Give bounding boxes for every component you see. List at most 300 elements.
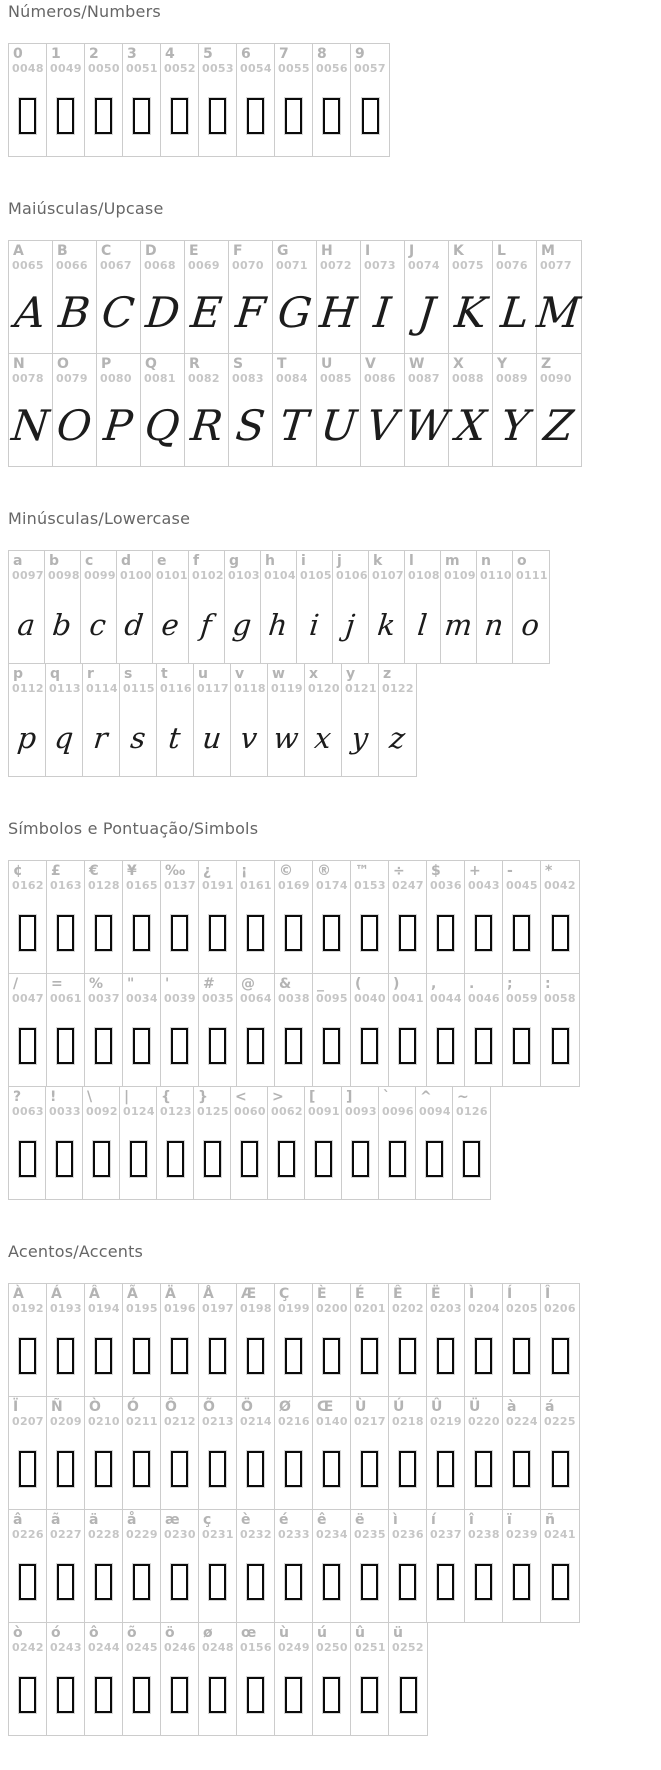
glyph-char-label: ä xyxy=(89,1512,99,1528)
glyph-preview-area xyxy=(81,582,116,663)
glyph-char-label: ô xyxy=(89,1625,99,1641)
glyph-char-label: $ xyxy=(431,863,441,879)
glyph-preview: Z xyxy=(541,400,577,450)
glyph-code-label: 0054 xyxy=(240,62,272,75)
glyph-preview-area xyxy=(46,1118,82,1199)
glyph-cell xyxy=(305,664,342,776)
missing-glyph-box-icon xyxy=(133,915,150,951)
glyph-cell xyxy=(493,354,537,466)
missing-glyph-box-icon xyxy=(285,1564,302,1600)
glyph-preview-area xyxy=(9,1315,46,1396)
missing-glyph-box-icon xyxy=(463,1141,480,1177)
glyph-preview-area xyxy=(237,1315,274,1396)
glyph-preview-area xyxy=(268,695,304,776)
glyph-preview-area xyxy=(123,1005,160,1086)
glyph-cell xyxy=(9,1397,47,1509)
glyph-cell xyxy=(46,664,83,776)
glyph-cell xyxy=(389,861,427,973)
glyph-preview-area xyxy=(85,1654,122,1735)
glyph-preview-area xyxy=(123,1541,160,1622)
missing-glyph-box-icon xyxy=(513,1564,530,1600)
glyph-preview-area xyxy=(389,1654,427,1735)
glyph-char-label: < xyxy=(235,1089,247,1105)
glyph-cell xyxy=(342,664,379,776)
glyph-code-label: 0085 xyxy=(320,372,352,385)
glyph-cell xyxy=(313,974,351,1086)
glyph-cell xyxy=(361,354,405,466)
glyph-code-label: 0251 xyxy=(354,1641,386,1654)
missing-glyph-box-icon xyxy=(171,1338,188,1374)
glyph-cell xyxy=(503,861,541,973)
glyph-code-label: 0074 xyxy=(408,259,440,272)
glyph-cell xyxy=(83,1087,120,1199)
section-title: Símbolos e Pontuação/Simbols xyxy=(8,819,259,838)
glyph-preview-area xyxy=(237,1541,274,1622)
glyph-preview-area xyxy=(351,75,389,156)
glyph-cell xyxy=(503,1284,541,1396)
glyph-preview-area xyxy=(123,892,160,973)
glyph-preview: G xyxy=(275,287,314,337)
glyph-preview-area xyxy=(9,695,45,776)
glyph-char-label: À xyxy=(13,1286,24,1302)
missing-glyph-box-icon xyxy=(315,1141,332,1177)
glyph-char-label: ‰ xyxy=(165,863,186,879)
glyph-code-label: 0196 xyxy=(164,1302,196,1315)
glyph-row xyxy=(8,1396,580,1510)
glyph-cell xyxy=(199,861,237,973)
glyph-preview: k xyxy=(375,608,397,642)
glyph-code-label: 0078 xyxy=(12,372,44,385)
glyph-preview-area xyxy=(453,1118,490,1199)
glyph-preview: X xyxy=(453,400,489,450)
glyph-code-label: 0055 xyxy=(278,62,310,75)
missing-glyph-box-icon xyxy=(399,1028,416,1064)
missing-glyph-box-icon xyxy=(285,1451,302,1487)
glyph-char-label: Ê xyxy=(393,1286,403,1302)
glyph-code-label: 0105 xyxy=(300,569,332,582)
glyph-code-label: 0100 xyxy=(120,569,152,582)
glyph-preview-area xyxy=(503,1428,540,1509)
glyph-cell xyxy=(199,1284,237,1396)
glyph-preview-area xyxy=(237,1428,274,1509)
glyph-char-label: k xyxy=(373,553,383,569)
glyph-cell xyxy=(199,44,237,156)
missing-glyph-box-icon xyxy=(133,98,150,134)
missing-glyph-box-icon xyxy=(389,1141,406,1177)
glyph-cell xyxy=(194,664,231,776)
glyph-code-label: 0252 xyxy=(392,1641,424,1654)
glyph-code-label: 0060 xyxy=(234,1105,266,1118)
glyph-cell xyxy=(231,664,268,776)
glyph-char-label: R xyxy=(189,356,200,372)
glyph-char-label: Û xyxy=(431,1399,443,1415)
glyph-cell xyxy=(9,1087,46,1199)
glyph-cell xyxy=(161,44,199,156)
glyph-preview-area xyxy=(157,1118,193,1199)
glyph-cell xyxy=(9,551,45,663)
glyph-preview-area xyxy=(275,1541,312,1622)
missing-glyph-box-icon xyxy=(171,1677,188,1713)
glyph-char-label: p xyxy=(13,666,24,682)
glyph-cell xyxy=(351,1623,389,1735)
glyph-code-label: 0057 xyxy=(354,62,386,75)
glyph-char-label: h xyxy=(265,553,275,569)
glyph-char-label: © xyxy=(279,863,293,879)
missing-glyph-box-icon xyxy=(133,1451,150,1487)
glyph-code-label: 0058 xyxy=(544,992,576,1005)
glyph-cell xyxy=(275,1623,313,1735)
glyph-char-label: Ä xyxy=(165,1286,176,1302)
glyph-code-label: 0096 xyxy=(382,1105,414,1118)
glyph-code-label: 0045 xyxy=(506,879,538,892)
glyph-char-label: æ xyxy=(165,1512,180,1528)
glyph-code-label: 0036 xyxy=(430,879,462,892)
glyph-preview: M xyxy=(534,287,584,337)
glyph-preview-area xyxy=(85,1315,122,1396)
glyph-code-label: 0213 xyxy=(202,1415,234,1428)
glyph-row xyxy=(8,43,390,157)
glyph-preview-area xyxy=(199,1005,236,1086)
glyph-cell xyxy=(333,551,369,663)
glyph-preview: v xyxy=(238,721,259,755)
glyph-preview-area xyxy=(503,1005,540,1086)
glyph-preview: a xyxy=(15,608,37,642)
glyph-char-label: Â xyxy=(89,1286,100,1302)
glyph-preview: p xyxy=(15,721,38,755)
glyph-code-label: 0062 xyxy=(271,1105,303,1118)
glyph-cell xyxy=(47,1510,85,1622)
glyph-cell xyxy=(379,1087,416,1199)
glyph-cell xyxy=(541,974,579,1086)
glyph-cell xyxy=(389,1284,427,1396)
glyph-char-label: B xyxy=(57,243,68,259)
glyph-cell xyxy=(47,1284,85,1396)
glyph-preview-area xyxy=(351,1005,388,1086)
glyph-char-label: Ø xyxy=(279,1399,291,1415)
glyph-preview-area xyxy=(120,695,156,776)
glyph-char-label: £ xyxy=(51,863,61,879)
glyph-preview-area xyxy=(541,1005,579,1086)
glyph-code-label: 0087 xyxy=(408,372,440,385)
glyph-cell xyxy=(537,354,581,466)
glyph-code-label: 0072 xyxy=(320,259,352,272)
glyph-code-label: 0120 xyxy=(308,682,340,695)
glyph-char-label: @ xyxy=(241,976,255,992)
glyph-code-label: 0225 xyxy=(544,1415,576,1428)
glyph-char-label: Å xyxy=(203,1286,214,1302)
glyph-char-label: Q xyxy=(145,356,157,372)
missing-glyph-box-icon xyxy=(95,98,112,134)
glyph-char-label: V xyxy=(365,356,376,372)
glyph-preview-area xyxy=(493,385,536,466)
glyph-code-label: 0219 xyxy=(430,1415,462,1428)
glyph-code-label: 0082 xyxy=(188,372,220,385)
glyph-code-label: 0095 xyxy=(316,992,348,1005)
glyph-preview-area xyxy=(237,1005,274,1086)
glyph-preview-area xyxy=(342,1118,378,1199)
glyph-char-label: ¡ xyxy=(241,863,248,879)
glyph-preview: f xyxy=(199,608,214,642)
glyph-char-label: ê xyxy=(317,1512,327,1528)
missing-glyph-box-icon xyxy=(513,915,530,951)
glyph-preview-area xyxy=(9,582,44,663)
section-title: Minúsculas/Lowercase xyxy=(8,509,191,528)
glyph-char-label: é xyxy=(279,1512,289,1528)
glyph-char-label: Ñ xyxy=(51,1399,63,1415)
glyph-preview-area xyxy=(120,1118,156,1199)
glyph-char-label: õ xyxy=(127,1625,137,1641)
glyph-cell xyxy=(361,241,405,353)
missing-glyph-box-icon xyxy=(241,1141,258,1177)
glyph-preview-area xyxy=(185,272,228,353)
glyph-code-label: 0250 xyxy=(316,1641,348,1654)
glyph-char-label: É xyxy=(355,1286,365,1302)
glyph-cell xyxy=(465,1397,503,1509)
glyph-cell xyxy=(123,861,161,973)
glyph-cell xyxy=(402,354,451,466)
glyph-code-label: 0234 xyxy=(316,1528,348,1541)
glyph-char-label: U xyxy=(321,356,333,372)
glyph-preview-area xyxy=(477,582,512,663)
missing-glyph-box-icon xyxy=(323,1028,340,1064)
glyph-preview-area xyxy=(9,892,46,973)
missing-glyph-box-icon xyxy=(57,1338,74,1374)
glyph-cell xyxy=(313,861,351,973)
missing-glyph-box-icon xyxy=(399,915,416,951)
glyph-char-label: 1 xyxy=(51,46,61,62)
glyph-char-label: ' xyxy=(165,976,170,992)
glyph-code-label: 0103 xyxy=(228,569,260,582)
glyph-preview-area xyxy=(465,1315,502,1396)
missing-glyph-box-icon xyxy=(95,915,112,951)
glyph-cell xyxy=(225,551,261,663)
glyph-cell xyxy=(513,551,549,663)
glyph-preview-area xyxy=(229,272,272,353)
glyph-cell xyxy=(53,241,97,353)
glyph-cell xyxy=(237,1623,275,1735)
missing-glyph-box-icon xyxy=(19,1141,36,1177)
glyph-code-label: 0249 xyxy=(278,1641,310,1654)
glyph-preview-area xyxy=(237,75,274,156)
glyph-preview-area xyxy=(317,272,360,353)
glyph-code-label: 0241 xyxy=(544,1528,576,1541)
glyph-char-label: ; xyxy=(507,976,513,992)
glyph-code-label: 0174 xyxy=(316,879,348,892)
glyph-char-label: A xyxy=(13,243,24,259)
missing-glyph-box-icon xyxy=(57,1677,74,1713)
glyph-code-label: 0239 xyxy=(506,1528,538,1541)
glyph-code-label: 0231 xyxy=(202,1528,234,1541)
glyph-preview-area xyxy=(465,1428,502,1509)
missing-glyph-box-icon xyxy=(437,1028,454,1064)
glyph-row xyxy=(8,353,582,467)
missing-glyph-box-icon xyxy=(475,1451,492,1487)
glyph-code-label: 0088 xyxy=(452,372,484,385)
glyph-char-label: è xyxy=(241,1512,251,1528)
glyph-preview-area xyxy=(46,695,82,776)
glyph-code-label: 0205 xyxy=(506,1302,538,1315)
glyph-code-label: 0199 xyxy=(278,1302,310,1315)
glyph-code-label: 0084 xyxy=(276,372,308,385)
glyph-char-label: Ò xyxy=(89,1399,101,1415)
glyph-preview: A xyxy=(12,287,49,337)
missing-glyph-box-icon xyxy=(209,1677,226,1713)
glyph-code-label: 0197 xyxy=(202,1302,234,1315)
missing-glyph-box-icon xyxy=(399,1451,416,1487)
missing-glyph-box-icon xyxy=(171,98,188,134)
glyph-preview-area xyxy=(449,272,492,353)
glyph-preview-area xyxy=(161,1005,198,1086)
glyph-char-label: D xyxy=(145,243,157,259)
glyph-cell xyxy=(189,551,225,663)
glyph-code-label: 0106 xyxy=(336,569,368,582)
glyph-code-label: 0235 xyxy=(354,1528,386,1541)
glyph-char-label: ™ xyxy=(355,863,369,879)
glyph-code-label: 0093 xyxy=(345,1105,377,1118)
missing-glyph-box-icon xyxy=(437,915,454,951)
glyph-cell xyxy=(237,44,275,156)
glyph-preview: i xyxy=(307,608,321,642)
glyph-code-label: 0125 xyxy=(197,1105,229,1118)
missing-glyph-box-icon xyxy=(133,1564,150,1600)
glyph-char-label: * xyxy=(545,863,553,879)
glyph-code-label: 0041 xyxy=(392,992,424,1005)
glyph-preview-area xyxy=(53,272,96,353)
glyph-char-label: ò xyxy=(13,1625,23,1641)
glyph-preview-area xyxy=(361,385,404,466)
glyph-code-label: 0098 xyxy=(48,569,80,582)
glyph-preview: C xyxy=(99,287,138,337)
missing-glyph-box-icon xyxy=(323,98,340,134)
glyph-preview-area xyxy=(275,75,312,156)
glyph-code-label: 0110 xyxy=(480,569,512,582)
glyph-code-label: 0140 xyxy=(316,1415,348,1428)
glyph-char-label: 4 xyxy=(165,46,175,62)
glyph-cell xyxy=(313,1623,351,1735)
glyph-preview: B xyxy=(56,287,93,337)
glyph-preview-area xyxy=(199,1654,236,1735)
glyph-cell xyxy=(313,1510,351,1622)
glyph-code-label: 0218 xyxy=(392,1415,424,1428)
glyph-preview-area xyxy=(141,272,184,353)
glyph-code-label: 0200 xyxy=(316,1302,348,1315)
glyph-preview-area xyxy=(199,1315,236,1396)
glyph-preview: m xyxy=(442,608,474,642)
glyph-cell xyxy=(120,1087,157,1199)
glyph-cell xyxy=(161,974,199,1086)
glyph-cell xyxy=(268,1087,305,1199)
glyph-cell xyxy=(194,1087,231,1199)
glyph-cell xyxy=(199,1510,237,1622)
glyph-preview-area xyxy=(199,75,236,156)
glyph-code-label: 0220 xyxy=(468,1415,500,1428)
glyph-char-label: ú xyxy=(317,1625,327,1641)
section-numbers xyxy=(8,2,661,157)
glyph-cell xyxy=(441,551,477,663)
missing-glyph-box-icon xyxy=(552,1451,569,1487)
glyph-char-label: ¢ xyxy=(13,863,23,879)
glyph-cell xyxy=(465,861,503,973)
glyph-code-label: 0056 xyxy=(316,62,348,75)
missing-glyph-box-icon xyxy=(133,1028,150,1064)
glyph-char-label: ¿ xyxy=(203,863,212,879)
missing-glyph-box-icon xyxy=(552,1564,569,1600)
glyph-cell xyxy=(47,974,85,1086)
glyph-cell xyxy=(85,1623,123,1735)
glyph-row xyxy=(8,973,580,1087)
glyph-preview: F xyxy=(233,287,268,337)
missing-glyph-box-icon xyxy=(19,1338,36,1374)
glyph-code-label: 0156 xyxy=(240,1641,272,1654)
glyph-preview-area xyxy=(229,385,272,466)
missing-glyph-box-icon xyxy=(323,1564,340,1600)
glyph-code-label: 0040 xyxy=(354,992,386,1005)
glyph-code-label: 0065 xyxy=(12,259,44,272)
glyph-preview-area xyxy=(275,1315,312,1396)
glyph-code-label: 0210 xyxy=(88,1415,120,1428)
glyph-char-label: s xyxy=(124,666,133,682)
glyph-char-label: Æ xyxy=(241,1286,257,1302)
glyph-char-label: € xyxy=(89,863,99,879)
glyph-cell xyxy=(85,1397,123,1509)
glyph-preview-area xyxy=(313,1541,350,1622)
glyph-cell xyxy=(9,974,47,1086)
glyph-char-label: È xyxy=(317,1286,327,1302)
glyph-preview-area xyxy=(53,385,96,466)
glyph-code-label: 0081 xyxy=(144,372,176,385)
glyph-char-label: ï xyxy=(507,1512,512,1528)
glyph-cell xyxy=(237,1397,275,1509)
glyph-cell xyxy=(389,1397,427,1509)
glyph-preview-area xyxy=(85,75,122,156)
glyph-preview-area xyxy=(405,272,448,353)
glyph-char-label: i xyxy=(301,553,306,569)
glyph-code-label: 0227 xyxy=(50,1528,82,1541)
missing-glyph-box-icon xyxy=(57,915,74,951)
glyph-code-label: 0192 xyxy=(12,1302,44,1315)
glyph-char-label: _ xyxy=(317,976,324,992)
glyph-char-label: â xyxy=(13,1512,23,1528)
glyph-code-label: 0211 xyxy=(126,1415,158,1428)
glyph-preview-area xyxy=(9,272,52,353)
glyph-code-label: 0083 xyxy=(232,372,264,385)
glyph-char-label: ÷ xyxy=(393,863,405,879)
glyph-preview-area xyxy=(161,1315,198,1396)
glyph-preview-area xyxy=(427,1541,464,1622)
glyph-preview-area xyxy=(47,1654,84,1735)
glyph-char-label: ] xyxy=(346,1089,353,1105)
glyph-char-label: á xyxy=(545,1399,555,1415)
glyph-preview-area xyxy=(541,892,579,973)
glyph-preview-area xyxy=(9,1541,46,1622)
glyph-code-label: 0202 xyxy=(392,1302,424,1315)
glyph-cell xyxy=(123,1510,161,1622)
glyph-char-label: > xyxy=(272,1089,284,1105)
glyph-cell xyxy=(161,1284,199,1396)
glyph-preview-area xyxy=(189,582,224,663)
glyph-char-label: v xyxy=(235,666,245,682)
glyph-char-label: ( xyxy=(355,976,362,992)
glyph-char-label: / xyxy=(13,976,19,992)
missing-glyph-box-icon xyxy=(209,1564,226,1600)
glyph-code-label: 0037 xyxy=(88,992,120,1005)
glyph-preview: d xyxy=(123,608,146,642)
glyph-preview-area xyxy=(465,892,502,973)
glyph-char-label: 6 xyxy=(241,46,251,62)
glyph-preview-area xyxy=(313,1428,350,1509)
glyph-char-label: Ï xyxy=(13,1399,19,1415)
glyph-preview-area xyxy=(342,695,378,776)
